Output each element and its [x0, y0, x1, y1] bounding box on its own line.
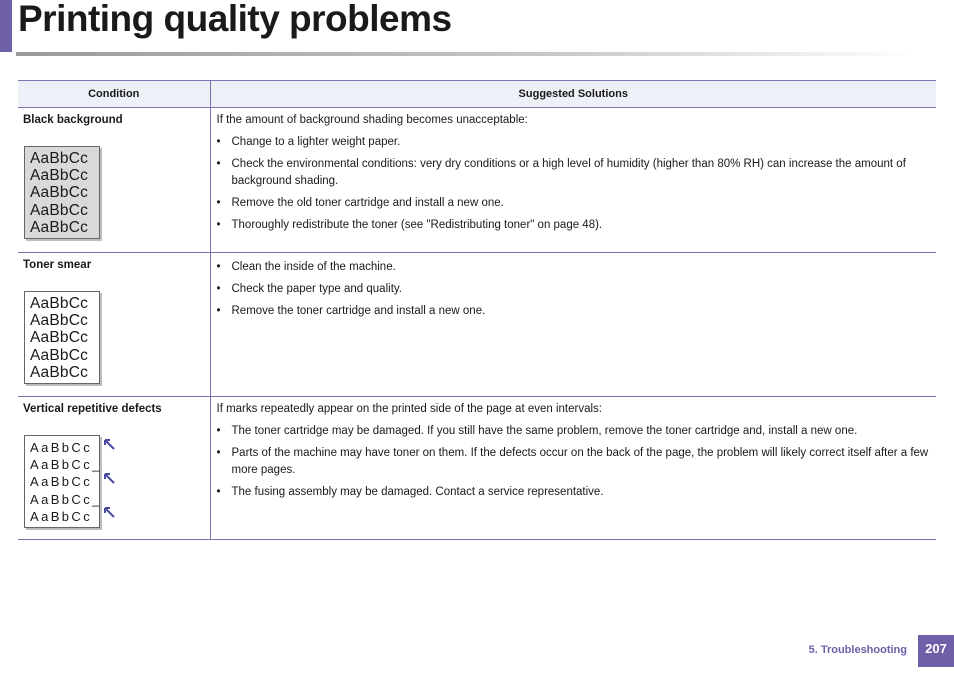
list-item: • Remove the toner cartridge and install a new one.	[216, 303, 932, 320]
condition-cell	[18, 108, 210, 253]
list-item: • Parts of the machine may have toner on them. If the defects occur on the back of the page, the problem will likely correct itself after a few more pages.	[216, 445, 932, 479]
list-item: • Check the paper type and quality.	[216, 281, 932, 298]
page-number-badge: 207	[918, 635, 954, 667]
sample-line: AaBbCc	[30, 218, 89, 236]
toner-smear-sample-image	[24, 291, 100, 384]
black-background-sample-image	[24, 146, 100, 239]
solutions-cell	[210, 108, 936, 253]
condition-name: Black background	[23, 114, 123, 126]
vertical-defects-sample-image	[24, 435, 100, 528]
title-rule	[16, 52, 916, 56]
problems-table	[18, 80, 936, 540]
sample-line: AaBbCc	[30, 508, 93, 524]
sample-line: AaBbCc	[30, 312, 89, 330]
list-item: • Change to a lighter weight paper.	[216, 134, 932, 151]
list-item: • Thoroughly redistribute the toner (see "Redistributing toner" on page 48).	[216, 217, 932, 234]
sample-line: AaBbCc	[30, 363, 89, 381]
solutions-cell	[210, 397, 936, 540]
sample-line: AaBbCc	[30, 440, 93, 455]
sample-line: AaBbCc_	[30, 491, 102, 507]
solutions-list	[216, 259, 932, 320]
defect-arrow-icon	[103, 506, 115, 518]
sample-line: AaBbCc	[30, 346, 89, 364]
condition-name: Toner smear	[23, 259, 92, 271]
sample-line: AaBbCc	[30, 295, 89, 312]
table-header-row	[18, 81, 936, 108]
list-item: • Check the environmental conditions: very dry conditions or a high level of humidity (higher than 80% RH) can increase the amount of background shading.	[216, 156, 932, 190]
table-row	[18, 397, 936, 540]
defect-arrow-icon	[103, 438, 115, 450]
condition-name: Vertical repetitive defects	[23, 403, 162, 415]
header-solutions: Suggested Solutions	[210, 81, 936, 108]
sample-line: AaBbCc	[30, 329, 89, 347]
footer-section-label: 5. Troubleshooting	[808, 644, 907, 656]
solutions-list	[216, 423, 932, 501]
solutions-cell	[210, 253, 936, 397]
solutions-intro: If the amount of background shading becomes unacceptable:	[216, 114, 528, 126]
sample-line: AaBbCc	[30, 167, 89, 185]
defect-arrow-icon	[103, 472, 115, 484]
list-item: • The toner cartridge may be damaged. If you still have the same problem, remove the toner cartridge and, install a new one.	[216, 423, 932, 440]
condition-cell	[18, 397, 210, 540]
page-title: Printing quality problems	[18, 0, 452, 39]
solutions-intro: If marks repeatedly appear on the printed side of the page at even intervals:	[216, 403, 602, 415]
sample-line: AaBbCc	[30, 150, 89, 167]
list-item: • The fusing assembly may be damaged. Contact a service representative.	[216, 484, 932, 501]
sample-line: AaBbCc	[30, 201, 89, 219]
list-item: • Clean the inside of the machine.	[216, 259, 932, 276]
solutions-list	[216, 134, 932, 234]
left-accent-bar	[0, 0, 12, 52]
condition-cell	[18, 253, 210, 397]
sample-line: AaBbCc	[30, 184, 89, 202]
header-condition: Condition	[18, 81, 210, 108]
sample-line: AaBbCc	[30, 474, 93, 490]
list-item: • Remove the old toner cartridge and install a new one.	[216, 195, 932, 212]
table-row	[18, 108, 936, 253]
table-row	[18, 253, 936, 397]
sample-line: AaBbCc_	[30, 457, 102, 473]
